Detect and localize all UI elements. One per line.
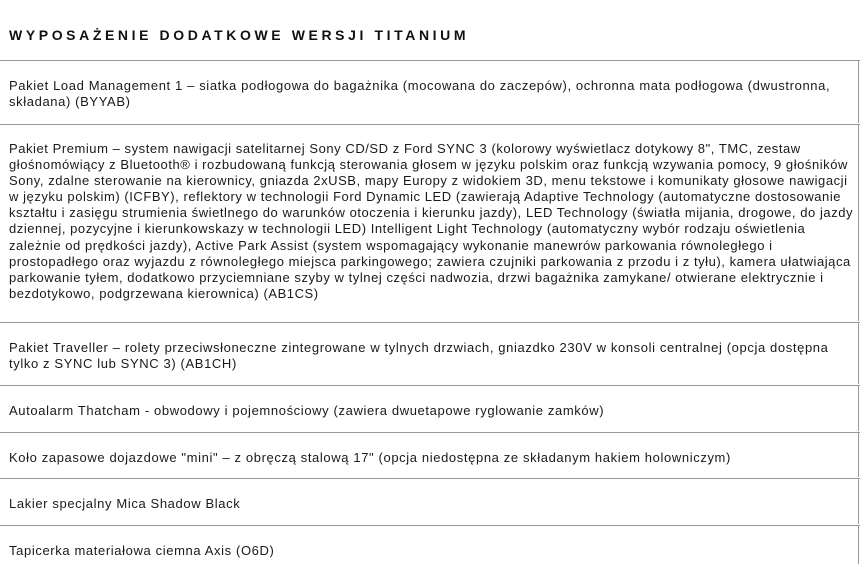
list-item-text: Lakier specjalny Mica Shadow Black <box>9 496 241 511</box>
list-item-text: Tapicerka materiałowa ciemna Axis (O6D) <box>9 543 275 558</box>
list-item-text: Pakiet Premium – system nawigacji satelitarnej Sony CD/SD z Ford SYNC 3 (kolorowy wyświetlacz dotykowy 8", TMC, zestaw głośnomówiący z Bluetooth® i rozbudowaną funkcją sterowania głosem w języku polskim oraz funkcją wzywania pomocy, 9 głośników Sony, zdalne sterowanie na kierownicy, gniazda 2xUSB, mapy Europy z widokiem 3D, menu tekstowe i komunikaty głosowe nawigacji w języku polskim) (ICFBY), reflektory w technologii Ford Dynamic LED (zawierają Adaptive Technology (automatyczne dostosowanie kształtu i zasięgu strumienia świetlnego do warunków otoczenia i kierunku jazdy), LED Technology (światła mijania, drogowe, do jazdy dziennej, pozycyjne i kierunkowskazy w technologii LED) Intelligent Light Technology (automatyczny wybór rodzaju oświetlenia zależnie od prędkości jazdy), Active Park Assist (system wspomagający wykonanie manewrów parkowania równoległego i prostopadłego oraz wyjazdu z równoległego miejsca parkingowego; zawiera czujniki parkowania z przodu i z tyłu), kamera ułatwiająca parkowanie tyłem, dodatkowo przyciemniane szyby w tylnej części nadwozia, drzwi bagażnika zamykane/ otwierane elektrycznie i bezdotykowo, podgrzewana kierownica) (AB1CS) <box>9 141 854 301</box>
list-item-text: Pakiet Traveller – rolety przeciwsłoneczne zintegrowane w tylnych drzwiach, gniazdko 230V w konsoli centralnej (opcja dostępna tylko z SYNC lub SYNC 3) (AB1CH) <box>9 340 829 372</box>
list-item <box>0 432 860 478</box>
row-divider-right <box>858 124 859 321</box>
list-item <box>0 124 860 322</box>
list-item <box>0 385 860 432</box>
list-item-text: Autoalarm Thatcham - obwodowy i pojemnościowy (zawiera dwuetapowe ryglowanie zamków) <box>9 403 605 418</box>
list-item <box>0 322 860 385</box>
row-divider-right <box>858 322 859 384</box>
row-divider-right <box>858 432 859 477</box>
list-item-text: Koło zapasowe dojazdowe "mini" – z obręczą stalową 17" (opcja niedostępna ze składanym hakiem holowniczym) <box>9 450 731 465</box>
options-list <box>0 60 860 564</box>
row-divider-right <box>858 60 859 123</box>
row-divider-right <box>858 525 859 564</box>
row-divider-right <box>858 385 859 431</box>
row-divider-right <box>858 478 859 524</box>
page-title: WYPOSAŻENIE DODATKOWE WERSJI TITANIUM <box>9 27 470 43</box>
list-item-text: Pakiet Load Management 1 – siatka podłogowa do bagażnika (mocowana do zaczepów), ochronna mata podłogowa (dwustronna, składana) (BYYAB) <box>9 78 831 110</box>
list-item <box>0 478 860 525</box>
list-item <box>0 60 860 124</box>
list-item <box>0 525 860 564</box>
